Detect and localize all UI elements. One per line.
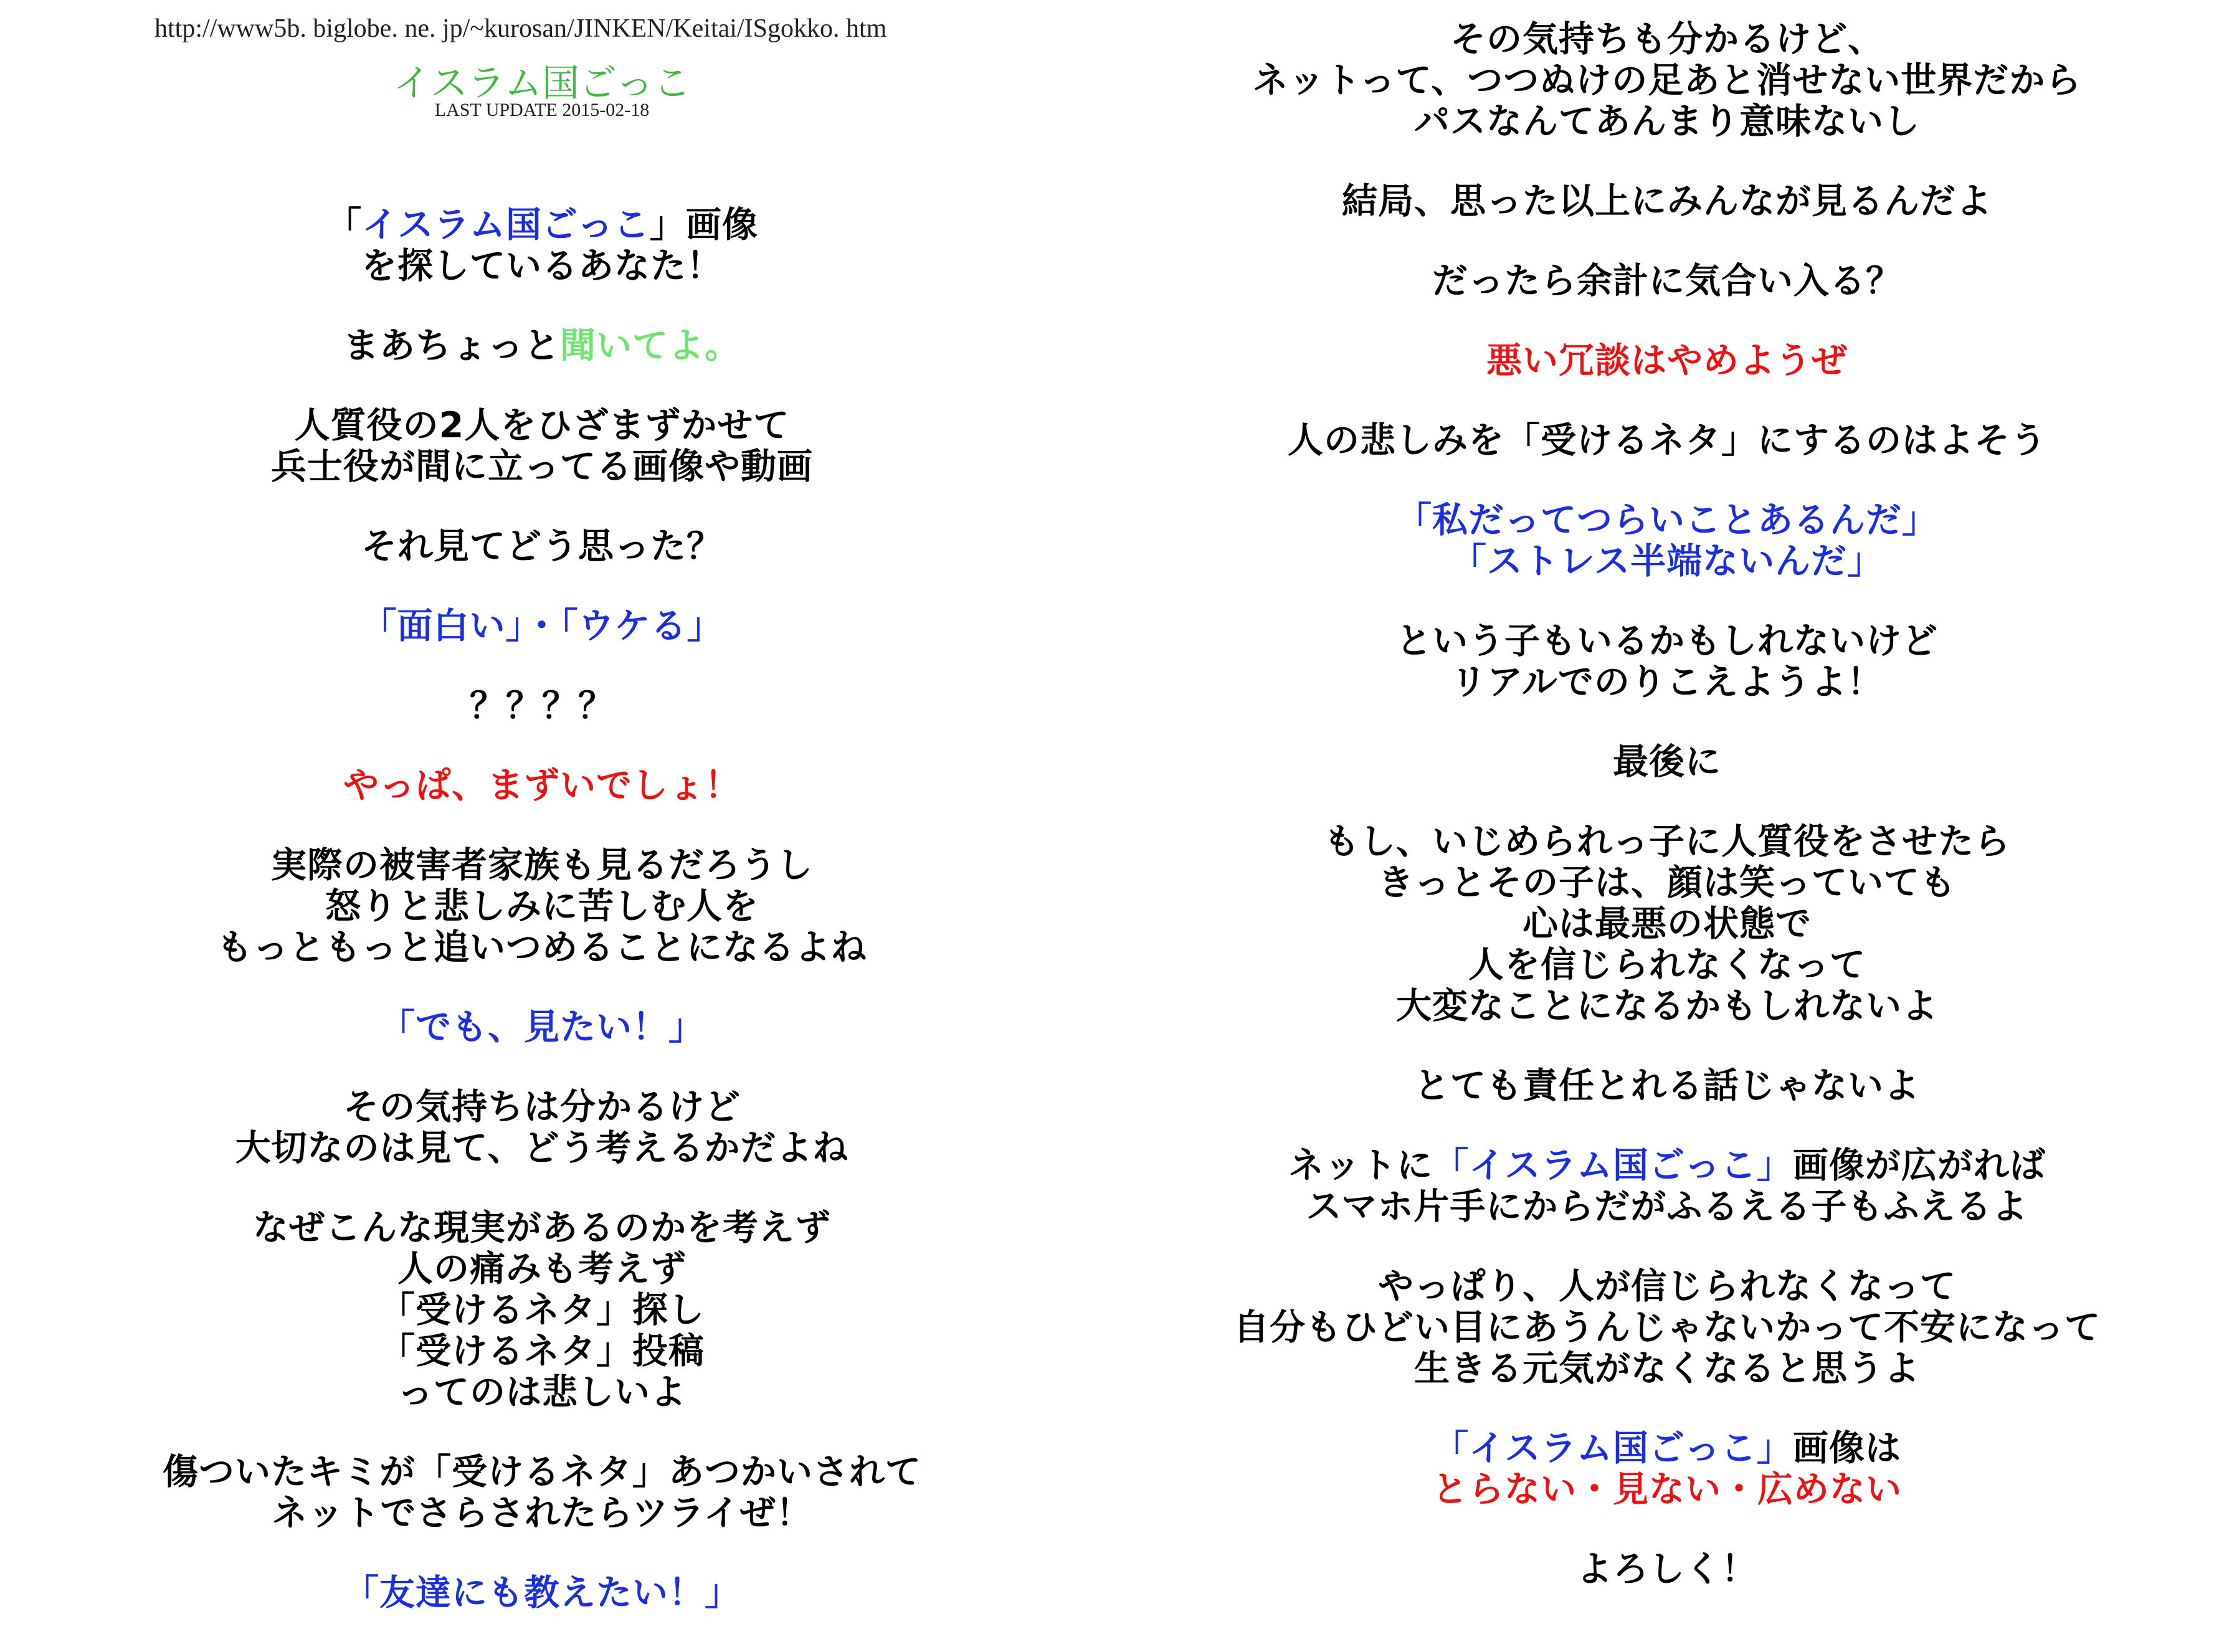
page-title: イスラム国ごっこ <box>393 63 691 104</box>
message-line <box>1115 1307 2219 1348</box>
text-segment: やっぱ、まずいでしょ！ <box>343 765 741 806</box>
message-line <box>0 526 1084 567</box>
message-paragraph <box>1115 420 2219 461</box>
message-line <box>0 405 1084 446</box>
message-paragraph <box>0 1451 1084 1534</box>
message-paragraph <box>1115 1145 2219 1227</box>
text-segment: 大変なことになるかもしれないよ <box>1396 985 1938 1027</box>
text-segment: 「受けるネタ」探し <box>379 1289 705 1331</box>
text-segment: パスなんてあんまり意味ないし <box>1414 101 1920 142</box>
message-line <box>0 1207 1084 1248</box>
message-line <box>1115 620 2219 662</box>
message-line <box>1115 1065 2219 1106</box>
text-segment: その気持ちも分かるけど、 <box>1450 19 1884 60</box>
message-line <box>1115 944 2219 985</box>
text-segment: 「友達にも教えたい！」 <box>343 1572 741 1613</box>
message-paragraph <box>1115 620 2219 703</box>
message-paragraph <box>0 605 1084 647</box>
message-line <box>0 1493 1084 1534</box>
message-line <box>1115 1186 2219 1227</box>
message-line <box>0 1451 1084 1493</box>
text-segment: まあちょっと <box>343 325 560 366</box>
message-line <box>0 1331 1084 1372</box>
message-line <box>0 886 1084 927</box>
text-segment: 結局、思った以上にみんなが見るんだよ <box>1342 181 1992 222</box>
message-paragraph <box>0 526 1084 567</box>
text-segment: 「イスラム国ごっこ」 <box>1433 1428 1793 1469</box>
message-line <box>1115 1469 2219 1510</box>
text-segment: 画像が広がれば <box>1792 1145 2046 1186</box>
message-line <box>1115 260 2219 301</box>
text-segment: ネットに <box>1288 1145 1433 1186</box>
message-line <box>0 446 1084 487</box>
message-paragraph <box>1115 181 2219 222</box>
message-line <box>0 845 1084 886</box>
message-paragraph <box>1115 1428 2219 1510</box>
text-segment: 自分もひどい目にあうんじゃないかって不安になって <box>1233 1307 2101 1348</box>
message-paragraph <box>1115 821 2219 1027</box>
text-segment: もっともっと追いつめることになるよね <box>217 927 867 968</box>
message-line <box>0 927 1084 968</box>
text-segment: 傷ついたキミが「受けるネタ」あつかいされて <box>163 1451 921 1493</box>
message-line <box>1115 985 2219 1027</box>
text-segment: 怒りと悲しみに苦しむ人を <box>325 886 759 927</box>
message-paragraph <box>0 685 1084 726</box>
message-paragraph <box>0 765 1084 806</box>
message-line <box>1115 1348 2219 1389</box>
text-segment: ネットでさらされたらツライぜ！ <box>272 1493 812 1534</box>
text-segment: だったら余計に気合い入る？ <box>1432 260 1902 301</box>
text-segment: 兵士役が間に立ってる画像や動画 <box>271 446 813 487</box>
left-message-body <box>0 204 1084 1652</box>
message-paragraph <box>0 1007 1084 1048</box>
text-segment: やっぱり、人が信じられなくなって <box>1378 1266 1956 1307</box>
text-segment: 大切なのは見て、どう考えるかだよね <box>235 1127 849 1169</box>
text-segment: という子もいるかもしれないけど <box>1396 620 1938 662</box>
message-line <box>1115 340 2219 381</box>
text-segment: とらない・見ない・広めない <box>1432 1469 1902 1510</box>
message-line <box>0 204 1084 245</box>
text-segment: よろしく！ <box>1577 1549 1757 1590</box>
message-line <box>1115 60 2219 101</box>
message-line <box>0 1572 1084 1613</box>
message-paragraph <box>1115 19 2219 142</box>
message-paragraph <box>1115 1266 2219 1389</box>
text-segment: 最後に <box>1613 741 1721 782</box>
text-segment: スマホ片手にからだがふるえる子もふえるよ <box>1306 1186 2028 1227</box>
message-line <box>1115 862 2219 903</box>
message-line <box>1115 1266 2219 1307</box>
text-segment: 」画像 <box>649 204 758 245</box>
message-paragraph <box>0 1086 1084 1169</box>
message-paragraph <box>0 204 1084 287</box>
text-segment: 実際の被害者家族も見るだろうし <box>271 845 813 886</box>
message-line <box>0 1007 1084 1048</box>
text-segment: ってのは悲しいよ <box>397 1372 687 1413</box>
message-line <box>0 605 1084 647</box>
message-line <box>1115 19 2219 60</box>
message-line <box>0 685 1084 726</box>
text-segment: 画像は <box>1792 1428 1901 1469</box>
text-segment: ？？？？ <box>470 685 614 726</box>
text-segment: ネットって、つつぬけの足あと消せない世界だから <box>1252 60 2082 101</box>
text-segment: 聞いてよ。 <box>560 325 741 366</box>
message-line <box>1115 541 2219 582</box>
message-paragraph <box>1115 260 2219 301</box>
message-line <box>1115 181 2219 222</box>
message-line <box>0 1248 1084 1289</box>
right-message-body <box>1115 19 2219 1628</box>
message-line <box>0 765 1084 806</box>
message-line <box>0 1372 1084 1413</box>
message-paragraph <box>1115 1549 2219 1590</box>
text-segment: それ見てどう思った？ <box>361 526 723 567</box>
text-segment: 「受けるネタ」投稿 <box>379 1331 705 1372</box>
text-segment: その気持ちは分かるけど <box>343 1086 741 1127</box>
text-segment: きっとその子は、顔は笑っていても <box>1378 862 1956 903</box>
text-segment: イスラム国ごっこ <box>362 204 650 245</box>
message-line <box>0 1289 1084 1331</box>
text-segment: とても責任とれる話じゃないよ <box>1414 1065 1920 1106</box>
message-line <box>0 1086 1084 1127</box>
message-line <box>1115 903 2219 944</box>
text-segment: 「でも、見たい！」 <box>379 1007 705 1048</box>
message-paragraph <box>1115 1065 2219 1106</box>
message-paragraph <box>1115 340 2219 381</box>
message-paragraph <box>0 405 1084 487</box>
text-segment: リアルでのりこえようよ！ <box>1451 662 1883 703</box>
message-line <box>1115 1145 2219 1186</box>
text-segment: もし、いじめられっ子に人質役をさせたら <box>1324 821 2010 862</box>
text-segment: 人の痛みも考えず <box>397 1248 687 1289</box>
message-line <box>1115 662 2219 703</box>
text-segment: 人の悲しみを「受けるネタ」にするのはよそう <box>1288 420 2046 461</box>
message-line <box>1115 1549 2219 1590</box>
last-update-date: LAST UPDATE 2015-02-18 <box>434 100 650 120</box>
message-line <box>1115 1428 2219 1469</box>
text-segment: 「私だってつらいことあるんだ」 <box>1396 500 1938 541</box>
message-line <box>1115 500 2219 541</box>
message-line <box>1115 101 2219 142</box>
message-line <box>0 245 1084 287</box>
text-segment: 悪い冗談はやめようぜ <box>1486 340 1848 381</box>
text-segment: 人質役の2人をひざまずかせて <box>294 405 790 446</box>
text-segment: 「イスラム国ごっこ」 <box>1433 1145 1793 1186</box>
message-paragraph <box>1115 741 2219 782</box>
message-paragraph <box>0 325 1084 366</box>
text-segment: 生きる元気がなくなると思うよ <box>1414 1348 1920 1389</box>
message-line <box>0 325 1084 366</box>
message-paragraph <box>0 1572 1084 1613</box>
message-line <box>1115 821 2219 862</box>
text-segment: 心は最悪の状態で <box>1523 903 1812 944</box>
text-segment: 「面白い」・「ウケる」 <box>361 605 723 647</box>
text-segment: を探しているあなた！ <box>361 245 723 287</box>
message-line <box>0 1127 1084 1169</box>
message-line <box>1115 420 2219 461</box>
text-segment: 「ストレス半端ないんだ」 <box>1450 541 1884 582</box>
text-segment: 人を信じられなくなって <box>1468 944 1866 985</box>
message-paragraph <box>1115 500 2219 582</box>
message-paragraph <box>0 845 1084 968</box>
page-url: http://www5b. biglobe. ne. jp/~kurosan/JINKEN/Keitai/ISgokko. htm <box>154 14 887 43</box>
text-segment: 「 <box>326 204 363 245</box>
text-segment: なぜこんな現実があるのかを考えず <box>253 1207 831 1248</box>
message-paragraph <box>0 1207 1084 1413</box>
message-line <box>1115 741 2219 782</box>
